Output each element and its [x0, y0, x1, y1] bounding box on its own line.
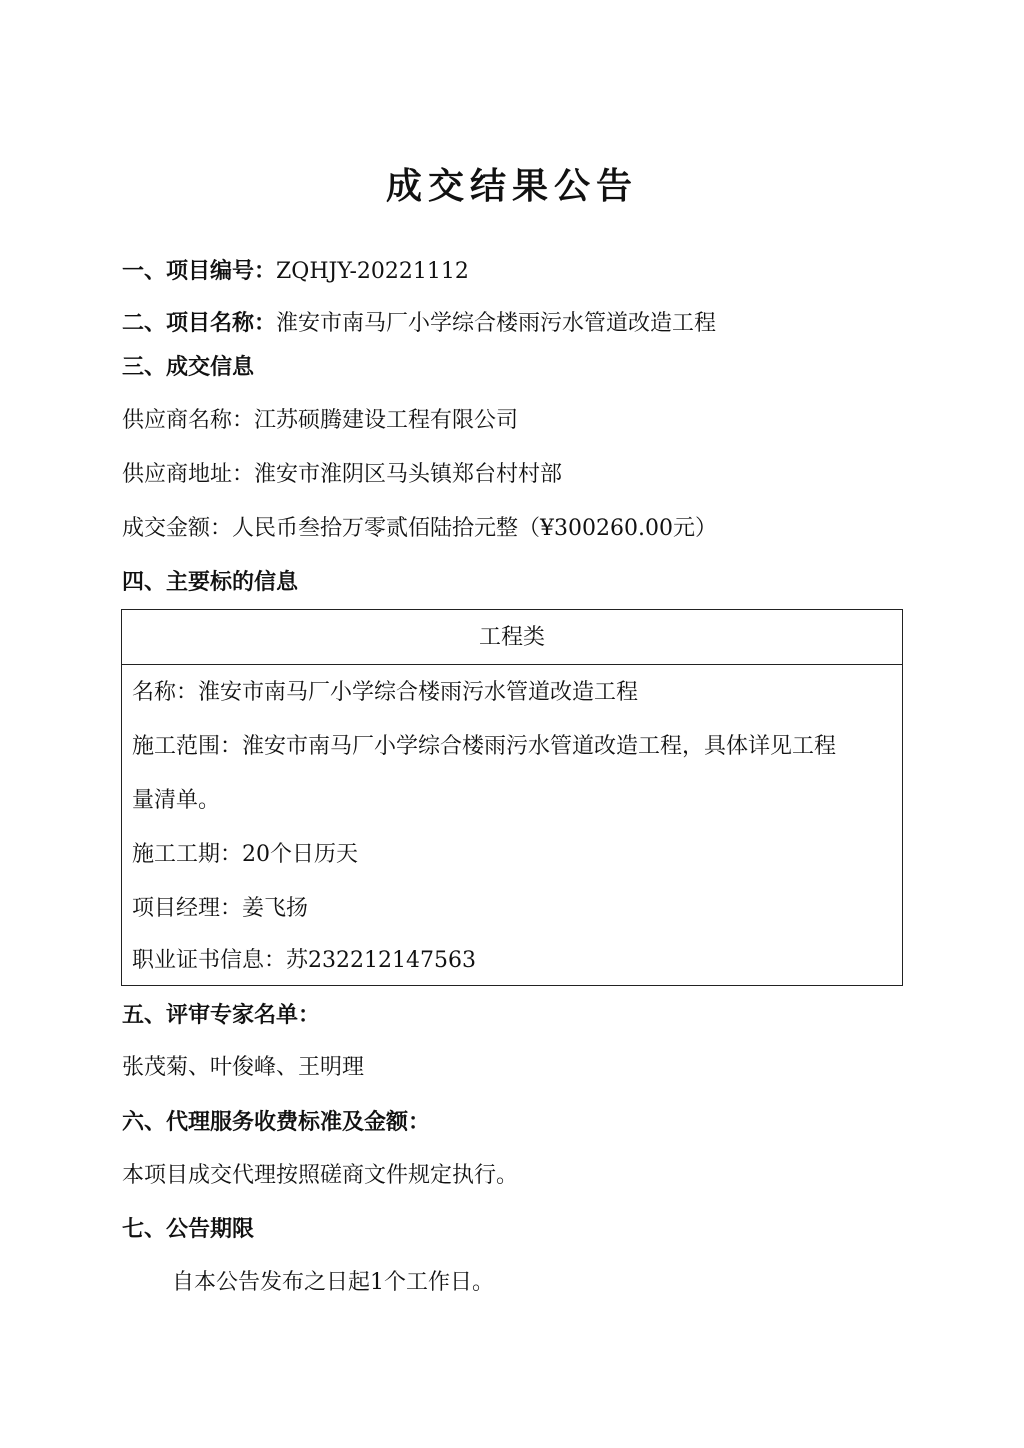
supplier-address: 供应商地址：淮安市淮阴区马头镇郑台村村部	[122, 462, 563, 487]
agency-fee-heading: 六、代理服务收费标准及金额：	[122, 1110, 431, 1135]
experts-list: 张茂菊、叶俊峰、王明理	[122, 1055, 365, 1080]
project-number-value: ZQHJY-20221112	[276, 259, 469, 284]
project-number-line	[122, 257, 469, 287]
page-title: 成交结果公告	[385, 166, 638, 207]
table-scope-line2: 量清单。	[132, 788, 221, 813]
project-name-value: 淮安市南马厂小学综合楼雨污水管道改造工程	[276, 311, 717, 336]
deal-info-heading: 三、成交信息	[122, 355, 255, 380]
table-project-name: 名称：淮安市南马厂小学综合楼雨污水管道改造工程	[132, 680, 639, 705]
table-header: 工程类	[122, 610, 902, 665]
table-scope-line1: 施工范围：淮安市南马厂小学综合楼雨污水管道改造工程，具体详见工程	[132, 734, 837, 759]
project-number-heading: 一、项目编号：	[122, 259, 277, 284]
table-duration: 施工工期：20个日历天	[132, 842, 358, 867]
subject-info-heading: 四、主要标的信息	[122, 570, 299, 595]
table-manager: 项目经理：姜飞扬	[132, 896, 309, 921]
notice-period-text: 自本公告发布之日起1个工作日。	[172, 1270, 494, 1295]
project-name-heading: 二、项目名称：	[122, 311, 277, 336]
experts-heading: 五、评审专家名单：	[122, 1003, 321, 1028]
deal-amount: 成交金额：人民币叁拾万零贰佰陆拾元整（¥300260.00元）	[122, 516, 717, 541]
supplier-name: 供应商名称：江苏硕腾建设工程有限公司	[122, 408, 519, 433]
table-certificate: 职业证书信息：苏232212147563	[132, 948, 476, 973]
agency-fee-text: 本项目成交代理按照磋商文件规定执行。	[122, 1163, 519, 1188]
subject-info-table	[121, 609, 903, 986]
notice-period-heading: 七、公告期限	[122, 1217, 255, 1242]
project-name-line	[122, 309, 716, 339]
